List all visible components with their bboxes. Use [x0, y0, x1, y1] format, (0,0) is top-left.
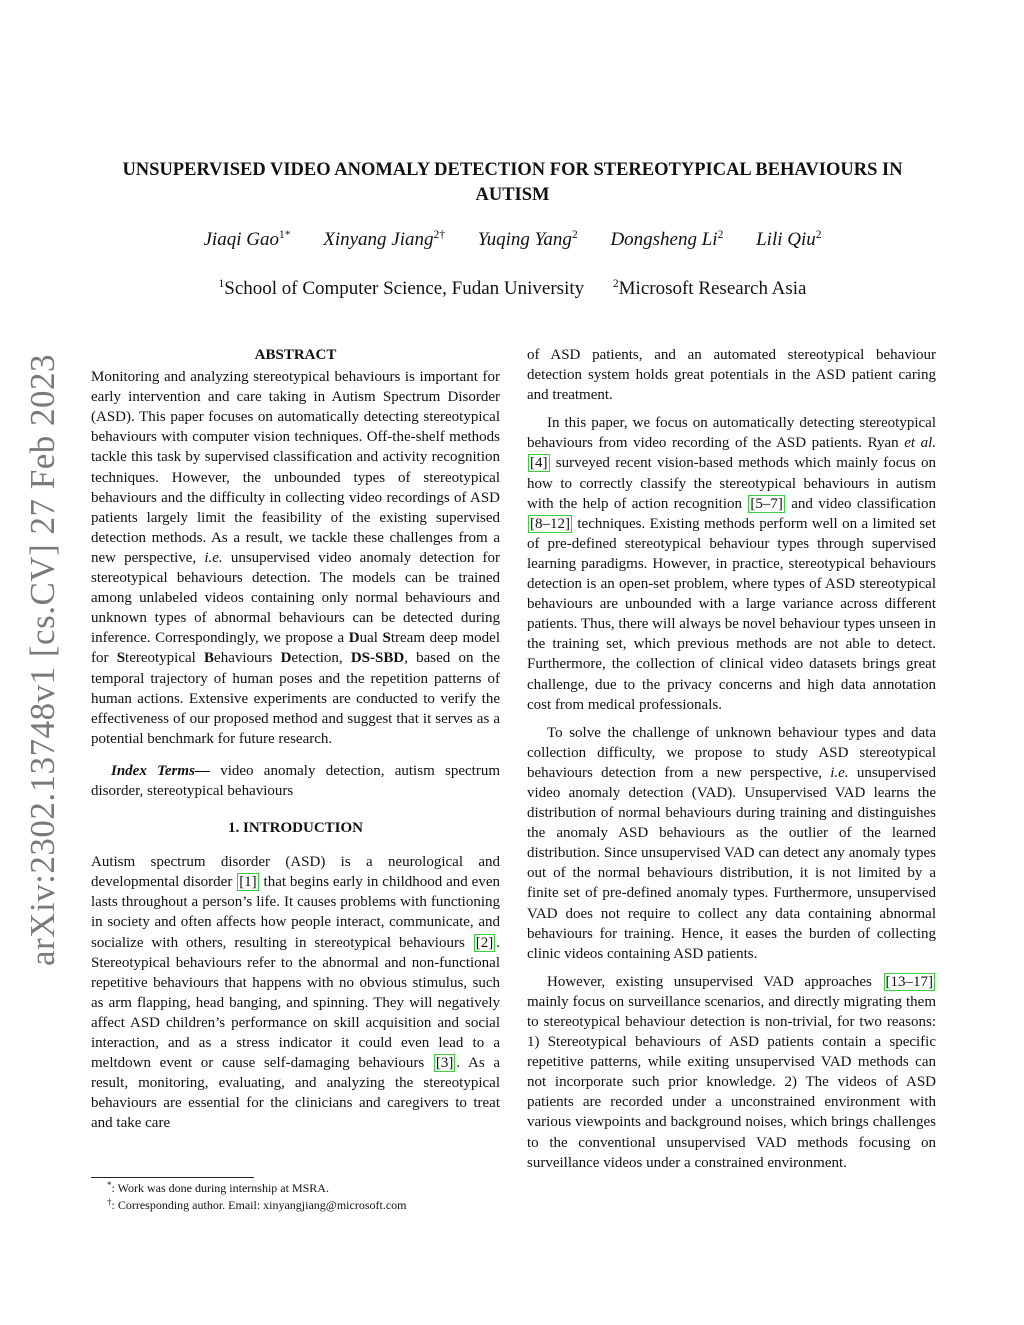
- author: Yuqing Yang$^2$: [477, 229, 578, 250]
- abstract-heading: ABSTRACT: [254, 347, 337, 363]
- title-line-2: AUTISM: [475, 185, 550, 205]
- arxiv-id: arXiv:2302.13748v1 [cs.CV] 27 Feb 2023: [23, 353, 62, 967]
- affiliation: $^2$Microsoft Research Asia: [612, 278, 807, 299]
- left-column: [91, 345, 500, 1133]
- author: Xinyang Jiang$^{2\dagger}$: [323, 229, 445, 250]
- intro-paragraph-1-cont: of ASD patients, and an automated stereotypical behaviour detection system holds great potentials in the ASD patient caring and treatment.: [527, 347, 936, 404]
- intro-paragraph-1: Autism spectrum disorder (ASD) is a neurological and developmental disorder [1] that begins early in childhood and even lasts throughout a person’s life. It causes problems with functioning in society and often affects how people interact, communicate, and socialize with others, resulting in stereotypical behaviours [2] . Stereotypical behaviours refer to the abnormal and non-functional repetitive behaviours that happens with no obvious stimulus, such as arm flapping, head banging, and spinning. They will negatively affect ASD children’s performance on skill acquisition and social interaction, and as a stress indicator it could even lead to a meltdown event or cause self-damaging behaviours [3] . As a result, monitoring, evaluating, and analyzing the stereotypical behaviours are essential for the clinicians and caregivers to treat and take care: [91, 854, 501, 1132]
- author: Dongsheng Li$^2$: [610, 229, 724, 250]
- citation-link[interactable]: [8–12]: [530, 515, 570, 532]
- citation-link[interactable]: [4]: [530, 455, 548, 472]
- footnote-rule: [91, 1177, 254, 1178]
- intro-paragraph-4: However, existing unsupervised VAD approaches [13–17] mainly focus on surveillance scenarios, and directly migrating them to stereotypical behaviour detection is non-trivial, for two reasons: 1) Stereotypical behaviours of ASD patients contain a specific repetitive patterns, while exiting unsupervised VAD methods can not incorporate such prior knowledge. 2) The videos of ASD patients are recorded under a unconstrained environment with various viewpoints and background noises, which brings challenges to the conventional unsupervised VAD methods focusing on surveillance videos under a constrained environment.: [527, 973, 936, 1171]
- intro-paragraph-2: In this paper, we focus on automatically detecting stereotypical behaviours from video recording of the ASD patients. Ryan et al. [4] surveyed recent vision-based methods which mainly focus on how to correctly classify the stereotypical behaviours in autism with the help of action recognition [5–7] and video classification [8–12] techniques. Existing methods perform well on a limited set of pre-defined stereotypical behaviour types through supervised learning paradigms. However, in practice, stereotypical behaviours detection is an open-set problem, where types of ASD stereotypical behaviours are unbounded with a large variance across different patients. Thus, there will always be novel behaviour types unseen in the training set, which previous methods are not able to detect. Furthermore, the collection of clinical video datasets brings great challenge, due to the privacy concerns and high data annotation cost from medical professionals.: [527, 415, 936, 713]
- citation-link[interactable]: [2]: [475, 934, 494, 951]
- footnote: *: Work was done during internship at MSRA.: [107, 1180, 329, 1195]
- author: Lili Qiu$^2$: [756, 229, 822, 250]
- footnote: †: Corresponding author. Email: xinyangjiang@microsoft.com: [107, 1197, 407, 1212]
- intro-heading: 1. INTRODUCTION: [227, 820, 363, 837]
- citation-link[interactable]: [1]: [239, 874, 257, 891]
- affiliation-list: [80, 278, 945, 300]
- right-column: [527, 345, 936, 1173]
- footnotes: [107, 1180, 407, 1214]
- citation-link[interactable]: [13–17]: [885, 973, 933, 990]
- title-line-1: UNSUPERVISED VIDEO ANOMALY DETECTION FOR STEREOTYPICAL BEHAVIOURS IN: [122, 160, 903, 180]
- author: Jiaqi Gao$^{1*}$: [203, 229, 291, 250]
- citation-link[interactable]: [5–7]: [750, 495, 783, 512]
- index-terms: Index Terms— video anomaly detection, autism spectrum disorder, stereotypical behaviours: [91, 762, 500, 799]
- affiliation: $^1$School of Computer Science, Fudan University: [218, 278, 585, 299]
- author-list: [80, 229, 945, 251]
- citation-link[interactable]: [3]: [435, 1055, 454, 1072]
- paper-title: [80, 158, 945, 208]
- intro-paragraph-3: To solve the challenge of unknown behaviour types and data collection difficulty, we propose to study ASD stereotypical behaviours detection from a new perspective, i.e. unsupervised video anomaly detection (VAD). Unsupervised VAD learns the distribution of normal behaviours during training and distinguishes the anomaly ASD behaviours as the outlier of the learned distribution. Since unsupervised VAD can detect any anomaly types out of the normal behaviours distribution, it is not limited by a finite set of pre-defined anomaly types. Furthermore, unsupervised VAD does not require to collect any data containing abnormal behaviours for training. Hence, it eases the burden of collecting clinic videos containing ASD patients.: [527, 724, 936, 962]
- arxiv-sidebar: [18, 345, 68, 975]
- abstract-text: Monitoring and analyzing stereotypical behaviours is important for early intervention and care taking in Autism Spectrum Disorder (ASD). This paper focuses on automatically detecting stereotypical behaviours with computer vision techniques. Off-the-shelf methods tackle this task by supervised classification and activity recognition techniques. However, the unbounded types of stereotypical behaviours and the difficulty in collecting video recordings of ASD patients largely limit the feasibility of the existing supervised detection methods. As a result, we tackle these challenges from a new perspective, i.e. unsupervised video anomaly detection for stereotypical behaviours detection. The models can be trained among unlabeled videos containing only normal behaviours and unknown types of abnormal behaviours can be detected during inference. Correspondingly, we propose a Dual Stream deep model for Stereotypical Behaviours Detection, DS-SBD, based on the temporal trajectory of human poses and the repetition patterns of human actions. Extensive experiments are conducted to verify the effectiveness of our proposed method and suggest that it serves as a potential benchmark for future research.: [91, 369, 500, 747]
